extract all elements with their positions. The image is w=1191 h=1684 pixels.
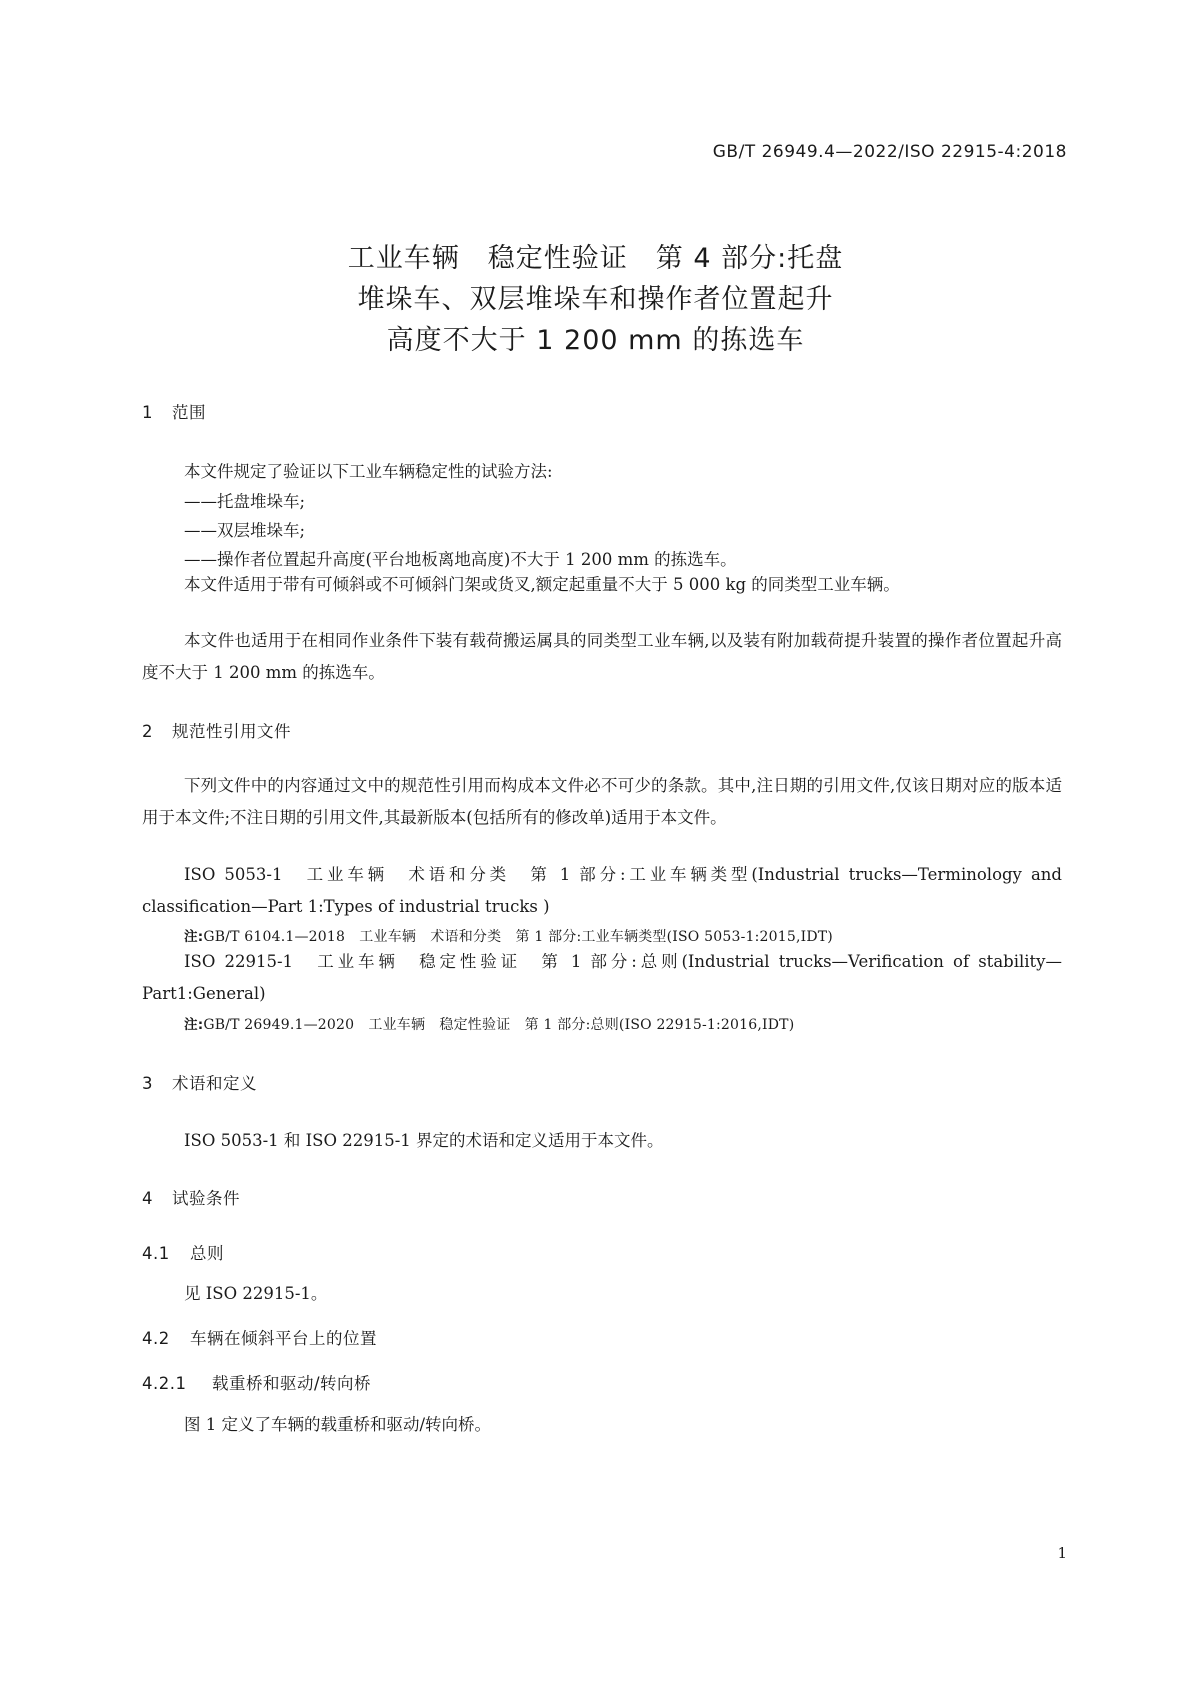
- section-title: 试验条件: [172, 1189, 240, 1208]
- section-number: 3: [142, 1074, 153, 1093]
- section-4-1-heading: [142, 1240, 224, 1264]
- section-3-heading: [142, 1070, 257, 1094]
- section-number: 4.2.1: [142, 1374, 187, 1393]
- scope-item-3: ——操作者位置起升高度(平台地板离地高度)不大于 1 200 mm 的拣选车。: [184, 550, 737, 569]
- note-2: [184, 1013, 794, 1034]
- title-line-1: 工业车辆 稳定性验证 第 4 部分:托盘: [347, 243, 844, 274]
- reference-iso-22915-1: ISO 22915-1 工业车辆 稳定性验证 第 1 部分:总则(Industrial trucks—Verification of stability—Part1:General): [142, 952, 1062, 1003]
- scope-intro: 本文件规定了验证以下工业车辆稳定性的试验方法:: [184, 462, 553, 481]
- note-text: GB/T 26949.1—2020 工业车辆 稳定性验证 第 1 部分:总则(ISO 22915-1:2016,IDT): [203, 1017, 795, 1033]
- normative-references-paragraph: 下列文件中的内容通过文中的规范性引用而构成本文件必不可少的条款。其中,注日期的引用文件,仅该日期对应的版本适用于本文件;不注日期的引用文件,其最新版本(包括所有的修改单)适用于本文件。: [142, 776, 1062, 827]
- section-title: 术语和定义: [172, 1074, 257, 1093]
- section-4-2-1-heading: [142, 1370, 371, 1394]
- note-1: [184, 925, 833, 946]
- axle-paragraph: 图 1 定义了车辆的载重桥和驱动/转向桥。: [184, 1415, 492, 1434]
- note-label: 注:: [184, 1017, 204, 1033]
- title-line-3: 高度不大于 1 200 mm 的拣选车: [386, 325, 805, 356]
- terms-paragraph: ISO 5053-1 和 ISO 22915-1 界定的术语和定义适用于本文件。: [184, 1131, 664, 1150]
- section-2-heading: [142, 718, 291, 742]
- page-number: 1: [1057, 1544, 1067, 1562]
- document-title: [0, 238, 1191, 361]
- scope-paragraph-1: 本文件适用于带有可倾斜或不可倾斜门架或货叉,额定起重量不大于 5 000 kg 的同类型工业车辆。: [184, 575, 900, 594]
- section-number: 1: [142, 403, 153, 422]
- general-paragraph: 见 ISO 22915-1。: [184, 1284, 328, 1303]
- section-number: 2: [142, 722, 153, 741]
- section-title: 规范性引用文件: [172, 722, 291, 741]
- note-label: 注:: [184, 929, 204, 945]
- section-number: 4.2: [142, 1329, 170, 1348]
- title-line-2: 堆垛车、双层堆垛车和操作者位置起升: [357, 284, 834, 315]
- scope-item-2: ——双层堆垛车;: [184, 521, 306, 540]
- scope-paragraph-2: 本文件也适用于在相同作业条件下装有载荷搬运属具的同类型工业车辆,以及装有附加载荷提升装置的操作者位置起升高度不大于 1 200 mm 的拣选车。: [142, 631, 1062, 682]
- section-4-heading: [142, 1185, 240, 1209]
- section-number: 4.1: [142, 1244, 170, 1263]
- scope-item-1: ——托盘堆垛车;: [184, 492, 306, 511]
- section-title: 范围: [172, 403, 206, 422]
- section-title: 总则: [190, 1244, 224, 1263]
- note-text: GB/T 6104.1—2018 工业车辆 术语和分类 第 1 部分:工业车辆类型(ISO 5053-1:2015,IDT): [203, 929, 833, 945]
- section-title: 载重桥和驱动/转向桥: [212, 1374, 372, 1393]
- reference-iso-5053-1: ISO 5053-1 工业车辆 术语和分类 第 1 部分:工业车辆类型(Industrial trucks—Terminology and classification—Part 1:Types of industrial trucks ): [142, 865, 1062, 916]
- section-title: 车辆在倾斜平台上的位置: [190, 1329, 377, 1348]
- section-4-2-heading: [142, 1325, 377, 1349]
- standard-code: GB/T 26949.4—2022/ISO 22915-4:2018: [712, 142, 1067, 162]
- section-number: 4: [142, 1189, 153, 1208]
- section-1-heading: [142, 399, 206, 423]
